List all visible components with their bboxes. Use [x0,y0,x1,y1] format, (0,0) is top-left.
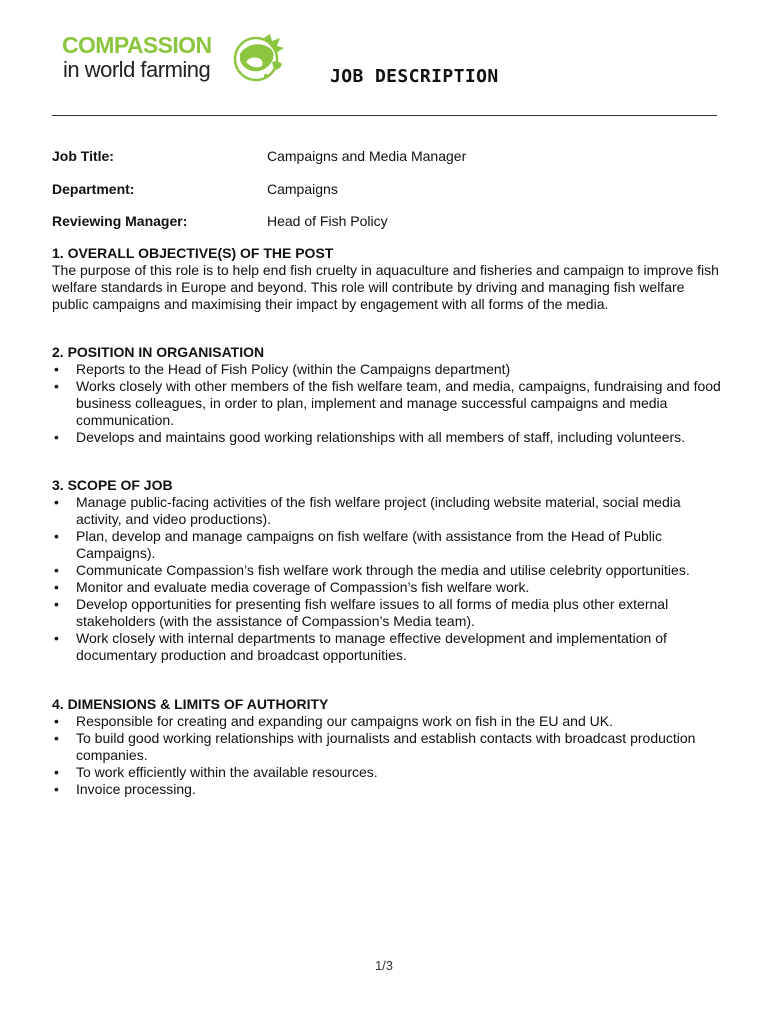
list-item: • Reports to the Head of Fish Policy (within the Campaigns department) [52,361,722,378]
list-item: • Develop opportunities for presenting fish welfare issues to all forms of media plus other external stakeholders (with the assistance of Compassion’s Media team). [52,596,722,630]
list-item: • Works closely with other members of the fish welfare team, and media, campaigns, fundraising and food business colleagues, in order to plan, implement and manage successful campaigns and media communication. [52,378,722,429]
detail-value: Campaigns and Media Manager [267,148,467,164]
section-dimensions-limits-of-authority [52,696,722,798]
list-item: • Responsible for creating and expanding our campaigns work on fish in the EU and UK. [52,713,722,730]
detail-label: Reviewing Manager: [52,213,188,229]
bullet-list [52,494,722,664]
logo-line-2: in world farming [63,57,211,82]
section-overall-objective [52,245,722,313]
detail-label: Job Title: [52,148,114,164]
document-title: JOB DESCRIPTION [330,66,499,87]
list-item: • Communicate Compassion’s fish welfare work through the media and utilise celebrity opportunities. [52,562,722,579]
page-number: 1/3 [374,958,394,973]
organisation-logo [62,32,292,84]
section-paragraph: The purpose of this role is to help end fish cruelty in aquaculture and fisheries and campaign to improve fish welfare standards in Europe and beyond. This role will contribute by driving and managing fish welfare public campaigns and maximising their impact by engagement with all forms of the media. [52,262,719,312]
list-item: • Work closely with internal departments to manage effective development and implementation of documentary production and broadcast opportunities. [52,630,722,664]
list-item: • Plan, develop and manage campaigns on fish welfare (with assistance from the Head of Public Campaigns). [52,528,722,562]
list-item: • Monitor and evaluate media coverage of Compassion’s fish welfare work. [52,579,722,596]
globe-with-animals-icon [232,32,288,84]
header-divider [52,115,717,116]
section-heading: 1. OVERALL OBJECTIVE(S) OF THE POST [52,245,334,261]
detail-value: Campaigns [267,181,338,197]
section-heading: 2. POSITION IN ORGANISATION [52,344,265,360]
list-item: • Manage public-facing activities of the fish welfare project (including website material, social media activity, and video productions). [52,494,722,528]
list-item: • Invoice processing. [52,781,722,798]
section-heading: 3. SCOPE OF JOB [52,477,173,493]
detail-value: Head of Fish Policy [267,213,388,229]
bullet-list [52,713,722,798]
detail-label: Department: [52,181,135,197]
section-position-in-organisation [52,344,722,446]
list-item: • To work efficiently within the available resources. [52,764,722,781]
section-scope-of-job [52,477,722,664]
logo-line-1: COMPASSION [62,32,212,58]
list-item: • To build good working relationships with journalists and establish contacts with broadcast production companies. [52,730,722,764]
bullet-list [52,361,722,446]
list-item: • Develops and maintains good working relationships with all members of staff, including volunteers. [52,429,722,446]
section-heading: 4. DIMENSIONS & LIMITS OF AUTHORITY [52,696,329,712]
